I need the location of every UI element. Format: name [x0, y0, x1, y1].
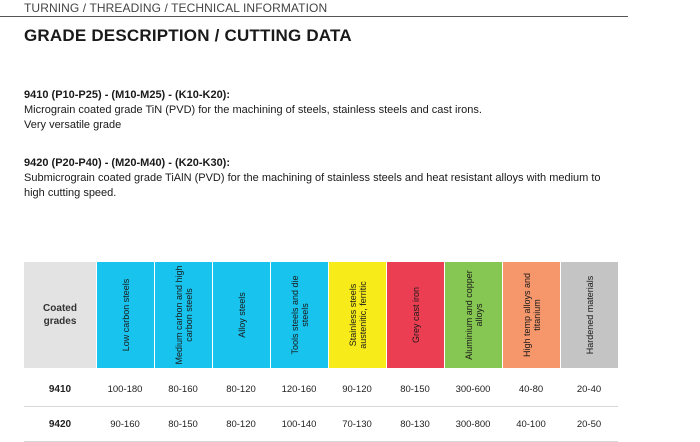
row-header-line: grades — [43, 316, 77, 327]
row-header-line: Coated — [43, 303, 77, 314]
speed-cell: 40-100 — [502, 407, 560, 442]
speed-cell: 20-40 — [560, 372, 618, 407]
material-label: High temp alloys and titanium — [521, 272, 542, 358]
material-label: Hardened materials — [584, 275, 595, 355]
speed-cell: 120-160 — [270, 372, 328, 407]
grade-text-line: Submicrograin coated grade TiAlN (PVD) for the machining of stainless steels and heat resistant alloys with medium to — [24, 172, 601, 184]
material-column-header — [270, 262, 328, 368]
table-row — [24, 407, 618, 442]
speed-cell: 80-120 — [212, 407, 270, 442]
speed-cell: 300-600 — [444, 372, 502, 407]
grade-cell: 9420 — [24, 407, 96, 442]
speed-cell: 100-180 — [96, 372, 154, 407]
speed-cell: 80-150 — [154, 407, 212, 442]
speed-cell: 80-120 — [212, 372, 270, 407]
speed-cell: 90-120 — [328, 372, 386, 407]
grade-cell: 9410 — [24, 372, 96, 407]
breadcrumb: TURNING / THREADING / TECHNICAL INFORMATION — [24, 1, 328, 15]
grade-title: 9420 (P20-P40) - (M20-M40) - (K20-K30): — [24, 157, 231, 169]
material-label: Stainless steels austenitic, ferritic — [347, 281, 368, 349]
material-column-header — [444, 262, 502, 368]
speed-cell: 300-800 — [444, 407, 502, 442]
row-header-cell — [24, 262, 96, 368]
material-column-header — [386, 262, 444, 368]
material-column-header — [560, 262, 618, 368]
material-column-header — [502, 262, 560, 368]
table-row — [24, 372, 618, 407]
grade-text-line: Micrograin coated grade TiN (PVD) for the machining of steels, stainless steels and cast irons. — [24, 104, 482, 116]
section-header — [0, 0, 628, 17]
speed-cell: 80-130 — [386, 407, 444, 442]
material-label: Grey cast iron — [410, 286, 421, 344]
material-label: Medium carbon and high carbon steels — [173, 265, 194, 365]
speed-cell: 80-160 — [154, 372, 212, 407]
page-title: GRADE DESCRIPTION / CUTTING DATA — [24, 26, 352, 45]
table-header-row — [24, 262, 618, 368]
material-column-header — [212, 262, 270, 368]
speed-cell: 40-80 — [502, 372, 560, 407]
speed-cell: 70-130 — [328, 407, 386, 442]
material-label: Low carbon steels — [120, 278, 131, 352]
grade-title: 9410 (P10-P25) - (M10-M25) - (K10-K20): — [24, 89, 231, 101]
grade-text-line: high cutting speed. — [24, 187, 117, 199]
material-label: Aluminium and copper alloys — [463, 270, 484, 360]
material-label: Tools steels and die steels — [289, 275, 310, 355]
speed-cell: 100-140 — [270, 407, 328, 442]
speed-cell: 90-160 — [96, 407, 154, 442]
material-column-header — [328, 262, 386, 368]
grade-description-9420 — [24, 156, 634, 201]
grade-description-9410 — [24, 88, 634, 133]
speed-cell: 20-50 — [560, 407, 618, 442]
material-column-header — [96, 262, 154, 368]
speed-cell: 80-150 — [386, 372, 444, 407]
grade-text-line: Very versatile grade — [24, 119, 122, 131]
cutting-data-table — [24, 262, 618, 442]
material-column-header — [154, 262, 212, 368]
material-label: Alloy steels — [236, 292, 247, 338]
